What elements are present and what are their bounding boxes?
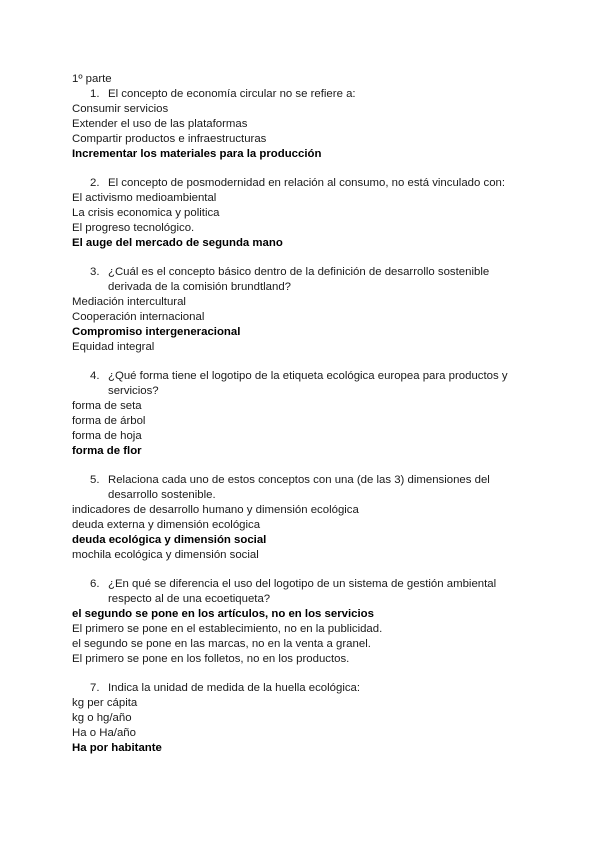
- document-page: [72, 72, 532, 770]
- question-text: [72, 473, 532, 503]
- question-text: [72, 369, 532, 399]
- answer-option: El primero se pone en los folletos, no en los productos.: [72, 653, 350, 665]
- answer-option: Cooperación internacional: [72, 311, 205, 323]
- question-block: [72, 87, 532, 162]
- answer-option: El primero se pone en el establecimiento, no en la publicidad.: [72, 623, 383, 635]
- question-text: [72, 681, 532, 696]
- answer-option: forma de hoja: [72, 430, 142, 442]
- question-number: 3.: [90, 266, 100, 278]
- answer-option: Mediación intercultural: [72, 296, 186, 308]
- answer-option: La crisis economica y politica: [72, 207, 220, 219]
- question-text: [72, 577, 532, 607]
- answer-option: el segundo se pone en las marcas, no en la venta a granel.: [72, 638, 371, 650]
- answer-option: deuda externa y dimensión ecológica: [72, 519, 261, 531]
- answer-option: mochila ecológica y dimensión social: [72, 549, 259, 561]
- answer-option: kg per cápita: [72, 697, 138, 709]
- question-number: 6.: [90, 578, 100, 590]
- answer-option-correct: Incrementar los materiales para la producción: [72, 148, 322, 160]
- answer-option: kg o hg/año: [72, 712, 132, 724]
- question-number: 5.: [90, 474, 100, 486]
- answer-option: Compartir productos e infraestructuras: [72, 133, 267, 145]
- question-block: [72, 369, 532, 459]
- question-number: 1.: [90, 88, 100, 100]
- question-text: [72, 265, 532, 295]
- question-label: Relaciona cada uno de estos conceptos con una (de las 3) dimensiones del desarrollo sostenible.: [108, 474, 490, 501]
- answer-option-correct: El auge del mercado de segunda mano: [72, 237, 283, 249]
- question-label: ¿En qué se diferencia el uso del logotipo de un sistema de gestión ambiental respecto al de una ecoetiqueta?: [108, 578, 497, 605]
- question-text: [72, 87, 532, 102]
- answer-option: forma de seta: [72, 400, 142, 412]
- question-number: 7.: [90, 682, 100, 694]
- question-block: [72, 473, 532, 563]
- answer-option: Consumir servicios: [72, 103, 169, 115]
- answer-option: Ha o Ha/año: [72, 727, 136, 739]
- question-label: El concepto de posmodernidad en relación al consumo, no está vinculado con:: [108, 177, 506, 189]
- question-block: [72, 681, 532, 756]
- answer-option-correct: deuda ecológica y dimensión social: [72, 534, 267, 546]
- answer-option-correct: forma de flor: [72, 445, 142, 457]
- question-label: ¿Qué forma tiene el logotipo de la etiqueta ecológica europea para productos y servicios?: [108, 370, 508, 397]
- answer-option: El progreso tecnológico.: [72, 222, 195, 234]
- question-text: [72, 176, 532, 191]
- answer-option-correct: Ha por habitante: [72, 742, 162, 754]
- question-list: [72, 87, 532, 756]
- question-number: 4.: [90, 370, 100, 382]
- part-title: 1º parte: [72, 73, 112, 85]
- answer-option: forma de árbol: [72, 415, 146, 427]
- question-block: [72, 577, 532, 667]
- answer-option-correct: Compromiso intergeneracional: [72, 326, 241, 338]
- answer-option: indicadores de desarrollo humano y dimensión ecológica: [72, 504, 359, 516]
- answer-option-correct: el segundo se pone en los artículos, no en los servicios: [72, 608, 374, 620]
- question-label: Indica la unidad de medida de la huella ecológica:: [108, 682, 361, 694]
- question-label: El concepto de economía circular no se refiere a:: [108, 88, 356, 100]
- question-number: 2.: [90, 177, 100, 189]
- question-label: ¿Cuál es el concepto básico dentro de la definición de desarrollo sostenible derivada de la comisión brundtland?: [108, 266, 490, 293]
- question-block: [72, 265, 532, 355]
- question-block: [72, 176, 532, 251]
- answer-option: El activismo medioambiental: [72, 192, 217, 204]
- answer-option: Equidad integral: [72, 341, 155, 353]
- answer-option: Extender el uso de las plataformas: [72, 118, 248, 130]
